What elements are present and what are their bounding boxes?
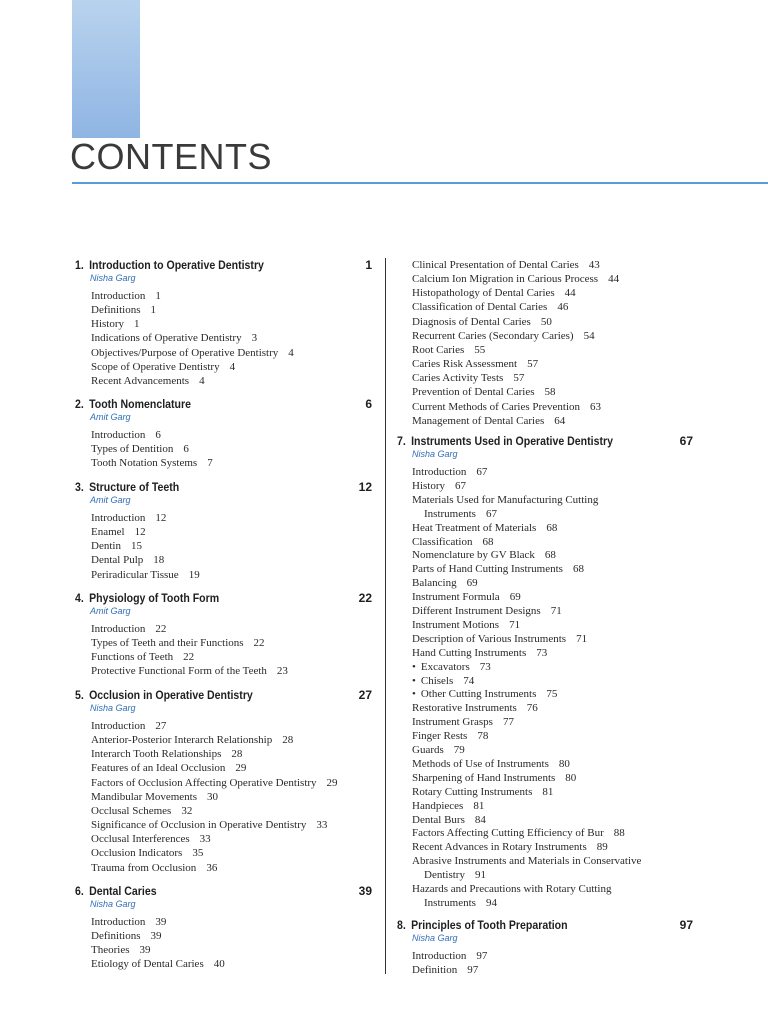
toc-entry-page: 57 xyxy=(527,358,539,371)
chapter-number: 4. xyxy=(75,591,84,605)
toc-entry-title: Recent Advances in Rotary Instruments xyxy=(412,841,587,854)
toc-entry xyxy=(91,916,166,929)
toc-entry-page: 29 xyxy=(326,776,338,789)
toc-entry-page: 80 xyxy=(565,771,577,784)
chapter-title: Dental Caries xyxy=(89,884,157,898)
toc-entry-title: Instruments xyxy=(424,896,476,909)
toc-entry-title: Occlusion Indicators xyxy=(91,847,183,860)
toc-entry-page: 68 xyxy=(546,521,558,534)
toc-entry xyxy=(412,415,565,428)
toc-entry-title: Tooth Notation Systems xyxy=(91,457,198,470)
toc-entry xyxy=(91,847,203,860)
toc-entry-title: Guards xyxy=(412,744,444,756)
toc-entry-page: 6 xyxy=(183,443,189,456)
toc-entry xyxy=(91,623,166,636)
toc-entry-title: Methods of Use of Instruments xyxy=(412,757,549,770)
toc-entry-page: 75 xyxy=(546,688,558,701)
chapter-page: 12 xyxy=(358,480,372,494)
toc-entry xyxy=(412,772,576,785)
toc-entry-title: Instruments xyxy=(424,507,476,520)
chapter-number: 1. xyxy=(75,258,84,272)
toc-entry xyxy=(91,720,166,733)
toc-entry xyxy=(91,526,146,539)
toc-entry-page: 1 xyxy=(155,290,161,302)
chapter-author: Nisha Garg xyxy=(90,273,136,283)
chapter-author: Nisha Garg xyxy=(412,933,458,943)
toc-entry-page: 97 xyxy=(476,950,488,962)
toc-entry-title: Root Caries xyxy=(412,343,465,356)
chapter-title: Physiology of Tooth Form xyxy=(89,591,220,605)
toc-entry xyxy=(412,855,641,868)
toc-entry-title: Periradicular Tissue xyxy=(91,568,179,581)
toc-entry-title: Etiology of Dental Caries xyxy=(91,958,204,971)
toc-entry-title: Caries Risk Assessment xyxy=(412,358,518,371)
toc-entry-page: 12 xyxy=(155,512,167,524)
toc-entry xyxy=(412,259,600,272)
toc-entry-title: Recurrent Caries (Secondary Caries) xyxy=(412,329,574,342)
toc-entry-title: Definition xyxy=(412,963,458,976)
toc-entry-page: 68 xyxy=(544,549,556,562)
toc-entry xyxy=(412,841,608,854)
toc-entry-title: Diagnosis of Dental Caries xyxy=(412,315,531,328)
toc-entry-title: Introduction xyxy=(91,290,146,302)
chapter-page: 97 xyxy=(679,918,693,932)
toc-entry-title: Factors Affecting Cutting Efficiency of Bur xyxy=(412,827,604,840)
chapter-title: Tooth Nomenclature xyxy=(89,397,191,411)
toc-entry-page: 74 xyxy=(463,674,475,687)
chapter-heading xyxy=(75,258,264,272)
toc-entry-title: Indications of Operative Dentistry xyxy=(91,332,242,345)
toc-entry-title: Instrument Motions xyxy=(412,618,500,631)
toc-entry-page: 4 xyxy=(199,374,205,387)
toc-entry xyxy=(91,429,161,442)
toc-entry xyxy=(412,480,466,493)
chapter-author: Amit Garg xyxy=(90,606,131,616)
toc-entry-title: Types of Dentition xyxy=(91,443,174,456)
toc-entry-page: 71 xyxy=(576,632,588,645)
toc-entry-page: 79 xyxy=(453,744,465,756)
chapter-page: 6 xyxy=(365,397,372,411)
toc-entry-title: Dentistry xyxy=(424,869,465,882)
toc-entry xyxy=(412,950,487,963)
toc-entry-page: 44 xyxy=(564,287,576,300)
toc-entry-page: 19 xyxy=(188,568,200,581)
toc-entry-page: 67 xyxy=(485,507,497,520)
toc-entry-page: 91 xyxy=(474,869,486,882)
toc-entry-page: 32 xyxy=(181,804,193,817)
toc-entry-page: 69 xyxy=(466,577,478,590)
chapter-title: Instruments Used in Operative Dentistry xyxy=(411,434,613,448)
toc-entry xyxy=(91,457,213,470)
toc-entry-page: 22 xyxy=(155,623,167,635)
toc-entry-title: Caries Activity Tests xyxy=(412,372,504,385)
chapter-number: 6. xyxy=(75,884,84,898)
chapter-title: Principles of Tooth Preparation xyxy=(411,918,568,932)
toc-entry-page: 55 xyxy=(474,343,486,356)
toc-entry xyxy=(412,675,474,688)
toc-entry xyxy=(412,814,486,827)
toc-entry-page: 46 xyxy=(557,301,569,314)
toc-entry-page: 57 xyxy=(513,372,525,385)
toc-entry-title: Materials Used for Manufacturing Cutting xyxy=(412,493,599,506)
toc-entry xyxy=(412,647,547,660)
toc-entry xyxy=(91,762,246,775)
toc-entry-title: Sharpening of Hand Instruments xyxy=(412,771,556,784)
chapter-heading xyxy=(75,591,219,605)
toc-entry xyxy=(91,862,217,875)
toc-entry-title: Classification xyxy=(412,535,473,548)
toc-entry-page: 4 xyxy=(288,346,294,359)
toc-entry-title: Clinical Presentation of Dental Caries xyxy=(412,259,579,271)
toc-entry-page: 27 xyxy=(155,720,167,732)
toc-entry-title: Introduction xyxy=(91,916,146,928)
toc-entry-title: Introduction xyxy=(91,512,146,524)
toc-entry xyxy=(412,605,562,618)
chapter-heading xyxy=(75,688,253,702)
toc-entry-page: 89 xyxy=(596,841,608,854)
toc-entry-title: Features of an Ideal Occlusion xyxy=(91,762,226,775)
toc-entry-title: Definitions xyxy=(91,304,141,317)
toc-entry xyxy=(91,958,225,971)
toc-entry xyxy=(91,748,242,761)
toc-entry-page: 35 xyxy=(192,847,204,860)
toc-entry-page: 71 xyxy=(550,605,562,617)
toc-entry xyxy=(412,330,595,343)
chapter-title: Introduction to Operative Dentistry xyxy=(89,258,264,272)
toc-entry-page: 28 xyxy=(282,734,294,747)
chapter-number: 8. xyxy=(397,918,406,932)
toc-entry-title: Significance of Occlusion in Operative Dentistry xyxy=(91,819,307,832)
toc-entry-page: 77 xyxy=(502,716,514,729)
toc-entry xyxy=(412,549,556,562)
toc-entry-title: Anterior-Posterior Interarch Relationship xyxy=(91,734,273,747)
toc-entry-title: Chisels xyxy=(420,674,454,687)
column-divider xyxy=(385,258,386,974)
toc-entry-page: 30 xyxy=(207,790,219,803)
toc-entry xyxy=(412,730,488,743)
toc-entry xyxy=(412,401,601,414)
toc-entry-title: Prevention of Dental Caries xyxy=(412,386,535,399)
title-underline xyxy=(72,182,768,184)
toc-entry-title: Balancing xyxy=(412,577,457,590)
toc-entry xyxy=(412,758,570,771)
toc-entry-page: 68 xyxy=(572,563,584,576)
toc-entry-title: Theories xyxy=(91,944,130,957)
toc-entry-page: 4 xyxy=(229,360,236,373)
toc-entry-page: 15 xyxy=(130,540,142,553)
toc-entry xyxy=(412,358,538,371)
toc-entry xyxy=(424,869,486,882)
toc-entry-title: Types of Teeth and their Functions xyxy=(91,637,244,650)
toc-entry-page: 18 xyxy=(153,554,165,567)
toc-entry xyxy=(91,569,200,582)
toc-entry xyxy=(424,508,497,521)
toc-entry-title: Introduction xyxy=(91,623,146,635)
toc-entry-page: 33 xyxy=(316,819,328,832)
toc-entry-page: 54 xyxy=(583,329,595,342)
toc-entry xyxy=(91,540,142,553)
chapter-title: Structure of Teeth xyxy=(89,480,180,494)
toc-entry-title: Finger Rests xyxy=(412,730,468,743)
toc-entry-page: 94 xyxy=(485,896,497,909)
chapter-heading xyxy=(75,480,179,494)
chapter-page: 22 xyxy=(358,591,372,605)
toc-entry-page: 7 xyxy=(207,457,213,470)
toc-entry-page: 36 xyxy=(206,861,218,874)
toc-entry-page: 50 xyxy=(540,315,552,328)
toc-entry-title: Current Methods of Caries Prevention xyxy=(412,400,581,413)
toc-entry-title: Rotary Cutting Instruments xyxy=(412,785,533,798)
toc-entry-page: 22 xyxy=(183,651,195,664)
toc-entry xyxy=(412,522,557,535)
toc-entry xyxy=(412,702,538,715)
toc-entry-page: 1 xyxy=(150,304,156,317)
toc-entry-page: 39 xyxy=(155,916,167,928)
toc-entry xyxy=(412,344,485,357)
toc-entry-title: Other Cutting Instruments xyxy=(420,688,537,701)
toc-entry-page: 39 xyxy=(150,930,162,943)
toc-entry-title: Handpieces xyxy=(412,799,464,812)
toc-entry xyxy=(91,347,294,360)
toc-entry-page: 69 xyxy=(509,591,521,604)
toc-entry-title: Objectives/Purpose of Operative Dentistry xyxy=(91,346,279,359)
toc-entry-title: Interarch Tooth Relationships xyxy=(91,748,222,761)
toc-entry-title: Hazards and Precautions with Rotary Cutting xyxy=(412,883,612,895)
toc-entry-page: 80 xyxy=(558,757,570,770)
toc-entry-title: Calcium Ion Migration in Carious Process xyxy=(412,273,599,286)
chapter-author: Nisha Garg xyxy=(90,899,136,909)
chapter-page: 67 xyxy=(679,434,693,448)
toc-entry xyxy=(412,466,487,479)
toc-entry xyxy=(91,290,161,303)
toc-entry-title: Management of Dental Caries xyxy=(412,414,545,427)
chapter-author: Nisha Garg xyxy=(412,449,458,459)
toc-entry-title: Recent Advancements xyxy=(91,374,190,387)
toc-entry-page: 68 xyxy=(482,535,494,548)
toc-entry-title: Nomenclature by GV Black xyxy=(412,549,535,562)
toc-entry xyxy=(412,301,568,314)
toc-entry xyxy=(412,273,619,286)
decorative-blue-tab xyxy=(72,0,140,138)
toc-entry xyxy=(91,332,257,345)
toc-entry-page: 97 xyxy=(467,963,479,976)
toc-entry xyxy=(412,786,553,799)
page-title: CONTENTS xyxy=(70,136,272,177)
toc-entry-page: 67 xyxy=(476,466,488,478)
toc-entry xyxy=(412,744,465,757)
toc-entry-title: Instrument Grasps xyxy=(412,716,493,729)
toc-entry-page: 73 xyxy=(479,660,491,673)
toc-entry-title: Excavators xyxy=(420,660,470,673)
toc-entry-title: Dental Burs xyxy=(412,813,465,826)
toc-entry xyxy=(91,375,205,388)
toc-entry-title: Occlusal Schemes xyxy=(91,804,172,817)
chapter-heading xyxy=(75,884,157,898)
toc-entry-title: Protective Functional Form of the Teeth xyxy=(91,665,267,678)
toc-entry xyxy=(91,734,293,747)
chapter-page: 39 xyxy=(358,884,372,898)
toc-entry-title: Factors of Occlusion Affecting Operative Dentistry xyxy=(91,776,317,789)
chapter-page: 27 xyxy=(358,688,372,702)
toc-entry xyxy=(91,791,218,804)
toc-entry-page: 28 xyxy=(231,748,243,761)
chapter-heading xyxy=(397,918,568,932)
toc-entry-title: Introduction xyxy=(412,950,467,962)
toc-entry-title: History xyxy=(412,479,445,492)
toc-entry xyxy=(412,591,521,604)
toc-entry xyxy=(412,883,612,896)
toc-entry xyxy=(91,665,288,678)
toc-entry xyxy=(412,372,524,385)
toc-entry xyxy=(91,819,327,832)
toc-entry xyxy=(91,930,162,943)
chapter-number: 3. xyxy=(75,480,84,494)
toc-entry xyxy=(412,661,491,674)
toc-entry-title: Dental Pulp xyxy=(91,554,144,567)
toc-entry-page: 78 xyxy=(477,730,489,743)
toc-entry-page: 84 xyxy=(474,813,486,826)
toc-entry-title: Introduction xyxy=(91,429,146,441)
chapter-heading xyxy=(75,397,191,411)
chapter-number: 5. xyxy=(75,688,84,702)
chapter-author: Amit Garg xyxy=(90,412,131,422)
toc-entry-title: Different Instrument Designs xyxy=(412,605,541,617)
toc-entry xyxy=(91,512,166,525)
toc-entry xyxy=(91,651,194,664)
toc-entry-title: Heat Treatment of Materials xyxy=(412,521,537,534)
toc-entry-title: Enamel xyxy=(91,526,125,539)
toc-entry-title: Abrasive Instruments and Materials in Conservative xyxy=(412,855,642,868)
toc-entry-title: Occlusal Interferences xyxy=(91,833,190,846)
chapter-number: 7. xyxy=(397,434,406,448)
toc-entry xyxy=(412,827,625,840)
toc-entry xyxy=(91,443,189,456)
toc-entry xyxy=(412,800,484,813)
toc-entry-page: 88 xyxy=(613,827,625,840)
toc-entry-title: Description of Various Instruments xyxy=(412,632,567,645)
toc-entry xyxy=(412,494,598,507)
toc-entry xyxy=(91,944,150,957)
toc-entry-title: Dentin xyxy=(91,540,121,553)
chapter-author: Amit Garg xyxy=(90,495,131,505)
toc-entry-title: Hand Cutting Instruments xyxy=(412,646,527,659)
toc-entry xyxy=(412,316,552,329)
toc-entry-title: Trauma from Occlusion xyxy=(91,861,197,874)
chapter-author: Nisha Garg xyxy=(90,703,136,713)
toc-entry xyxy=(412,386,556,399)
toc-entry-title: Classification of Dental Caries xyxy=(412,301,548,314)
toc-entry-page: 81 xyxy=(473,799,485,812)
chapter-title: Occlusion in Operative Dentistry xyxy=(89,688,253,702)
toc-entry-page: 64 xyxy=(554,414,566,427)
chapter-page: 1 xyxy=(365,258,372,272)
toc-entry-title: Definitions xyxy=(91,930,141,943)
toc-entry xyxy=(91,304,156,317)
toc-entry xyxy=(424,897,497,910)
toc-entry-page: 33 xyxy=(199,833,211,846)
toc-entry-title: Introduction xyxy=(412,466,467,478)
toc-entry xyxy=(412,287,576,300)
chapter-number: 2. xyxy=(75,397,84,411)
toc-entry xyxy=(412,536,494,549)
toc-entry xyxy=(91,637,265,650)
toc-entry-title: Mandibular Movements xyxy=(91,790,198,803)
chapter-heading xyxy=(397,434,613,448)
toc-entry xyxy=(412,716,514,729)
toc-entry xyxy=(412,577,478,590)
toc-entry-page: 1 xyxy=(134,318,140,331)
toc-entry-page: 22 xyxy=(253,637,265,650)
toc-entry-page: 63 xyxy=(590,400,602,413)
toc-entry-page: 43 xyxy=(588,259,600,271)
toc-entry-page: 29 xyxy=(235,762,247,775)
toc-entry xyxy=(412,688,557,701)
toc-entry xyxy=(91,318,140,331)
toc-entry-page: 44 xyxy=(608,273,620,286)
toc-entry xyxy=(91,777,338,790)
toc-entry-page: 71 xyxy=(509,618,521,631)
toc-entry-title: Restorative Instruments xyxy=(412,702,517,715)
toc-entry xyxy=(91,554,164,567)
toc-entry-title: History xyxy=(91,318,124,331)
toc-entry-title: Functions of Teeth xyxy=(91,651,174,664)
toc-entry-page: 58 xyxy=(544,386,556,399)
toc-entry xyxy=(412,563,584,576)
toc-entry-page: 12 xyxy=(134,526,146,539)
toc-entry-page: 73 xyxy=(536,646,548,659)
toc-entry xyxy=(91,805,192,818)
toc-entry-title: Parts of Hand Cutting Instruments xyxy=(412,563,563,576)
toc-entry-page: 81 xyxy=(542,785,554,798)
toc-entry-page: 23 xyxy=(276,665,288,678)
toc-entry-page: 76 xyxy=(526,702,538,715)
toc-entry-page: 3 xyxy=(251,332,258,345)
toc-entry-page: 39 xyxy=(139,944,151,957)
toc-entry-title: Instrument Formula xyxy=(412,591,500,604)
toc-entry-title: Histopathology of Dental Caries xyxy=(412,287,555,300)
toc-entry xyxy=(412,619,520,632)
toc-entry xyxy=(91,833,211,846)
toc-entry-title: Introduction xyxy=(91,720,146,732)
toc-entry-page: 6 xyxy=(155,429,161,441)
toc-entry xyxy=(412,633,587,646)
toc-entry xyxy=(412,964,478,977)
toc-entry-title: Scope of Operative Dentistry xyxy=(91,360,220,373)
toc-entry-page: 67 xyxy=(455,479,466,492)
toc-entry xyxy=(91,361,235,374)
toc-entry-page: 40 xyxy=(213,958,225,971)
